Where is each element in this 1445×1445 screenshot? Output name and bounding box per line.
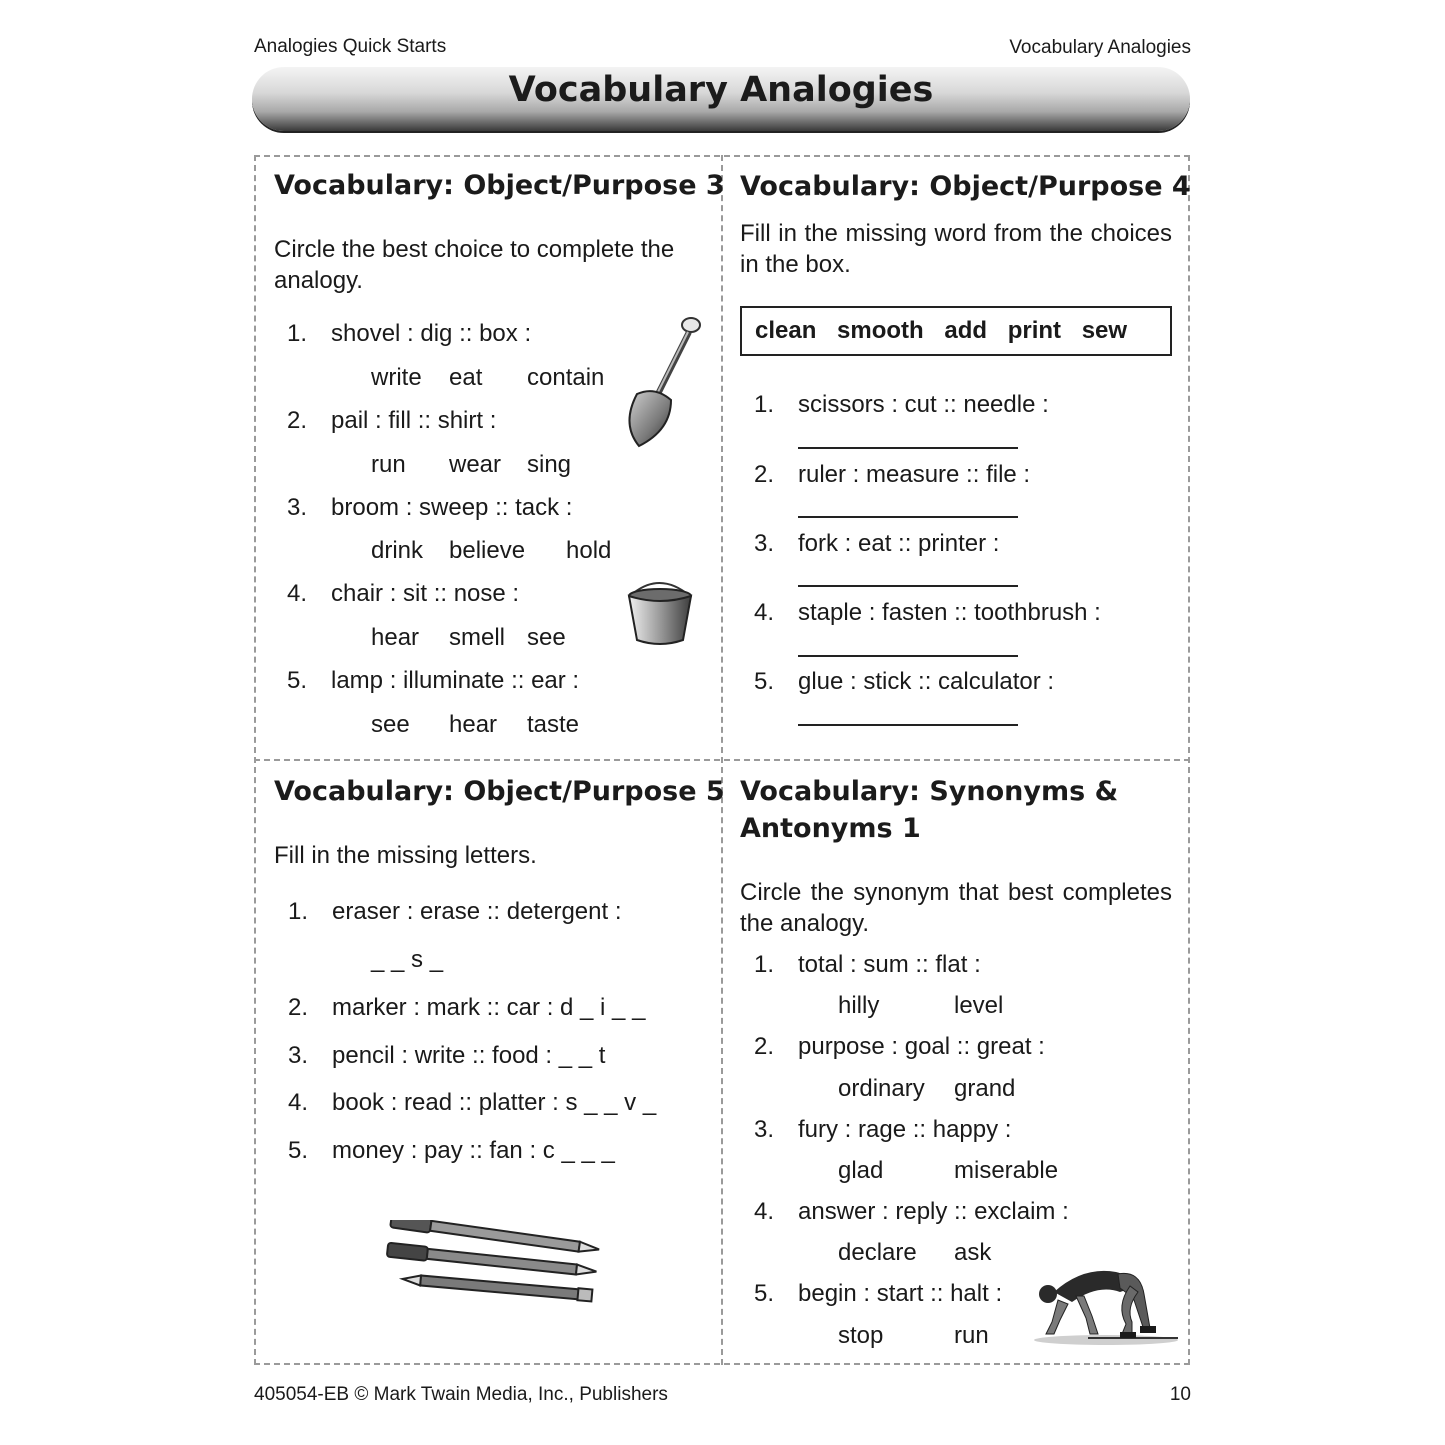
item-prompt: begin : start :: halt : [798,1280,1003,1307]
choice[interactable]: see [527,624,566,651]
choice[interactable]: run [954,1322,989,1349]
item-prompt: fury : rage :: happy : [798,1116,1012,1143]
card-2-item-4 [754,598,1101,628]
card-4-title-line-2: Antonyms 1 [740,813,921,844]
choice[interactable]: hold [566,537,612,564]
item-number: 1. [754,951,775,978]
card-3-item-5 [288,1136,615,1166]
card-2-title: Vocabulary: Object/Purpose 4 [740,171,1191,202]
card-3-item-4 [288,1088,656,1118]
item-prompt: broom : sweep :: tack : [331,494,573,521]
card-4-item-1 [754,950,981,980]
choice[interactable]: believe [449,537,526,564]
choice[interactable]: see [371,711,410,738]
item-number: 5. [287,667,308,694]
item-prompt: purpose : goal :: great : [798,1033,1045,1060]
item-number: 1. [754,391,775,418]
choice[interactable]: sing [527,451,572,478]
choice[interactable]: run [371,451,406,478]
item-number: 3. [754,1116,775,1143]
item-prompt: pail : fill :: shirt : [331,407,497,434]
item-prompt: shovel : dig :: box : [331,320,532,347]
choice[interactable]: ordinary [838,1075,925,1102]
item-prompt: pencil : write :: food : _ _ t [332,1042,606,1069]
card-4-title [740,773,1118,847]
grid-divider-horizontal [254,759,1190,761]
card-1-item-5 [287,666,579,696]
card-1-title: Vocabulary: Object/Purpose 3 [274,170,725,201]
choice[interactable]: wear [449,451,502,478]
item-prompt: ruler : measure :: file : [798,461,1031,488]
choice[interactable]: ask [954,1239,992,1266]
card-2-item-2 [754,460,1030,490]
footer-copyright: 405054-EB © Mark Twain Media, Inc., Publishers [254,1384,668,1405]
item-prompt: total : sum :: flat : [798,951,981,978]
choice[interactable]: contain [527,364,605,391]
choice[interactable]: level [954,992,1004,1019]
choice[interactable]: glad [838,1157,884,1184]
page-number: 10 [1169,1384,1191,1405]
card-2-item-5 [754,667,1054,697]
item-number: 3. [754,530,775,557]
word-bank: clean smooth add print sew [740,306,1172,356]
card-4-item-4 [754,1197,1069,1227]
item-prompt: staple : fasten :: toothbrush : [798,599,1101,626]
shovel-icon [615,312,710,452]
item-number: 2. [754,1033,775,1060]
item-number: 5. [754,668,775,695]
item-prompt: chair : sit :: nose : [331,580,520,607]
choice[interactable]: write [371,364,422,391]
choice[interactable]: hilly [838,992,880,1019]
answer-blank[interactable] [798,655,1018,657]
item-number: 3. [288,1042,309,1069]
item-number: 4. [754,599,775,626]
choice[interactable]: miserable [954,1157,1059,1184]
choice[interactable]: eat [449,364,483,391]
item-prompt: fork : eat :: printer : [798,530,1000,557]
item-number: 5. [754,1280,775,1307]
item-prompt: lamp : illuminate :: ear : [331,667,580,694]
card-4-item-5 [754,1279,1002,1309]
item-prompt: eraser : erase :: detergent : [332,898,622,925]
item-number: 3. [287,494,308,521]
card-3-title: Vocabulary: Object/Purpose 5 [274,776,725,807]
item-number: 2. [287,407,308,434]
item-prompt: glue : stick :: calculator : [798,668,1055,695]
card-2-instructions: Fill in the missing word from the choices in the box. [740,220,1172,278]
card-4-item-2 [754,1032,1045,1062]
item-prompt: marker : mark :: car : d _ i _ _ [332,994,646,1021]
item-prompt: money : pay :: fan : c _ _ _ [332,1137,615,1164]
card-4-title-line-1: Vocabulary: Synonyms & [740,776,1119,807]
card-3-item-1-answer[interactable]: _ _ s _ [371,946,444,973]
header-section-title: Vocabulary Analogies [1009,37,1191,58]
choice[interactable]: grand [954,1075,1016,1102]
card-3-item-1 [288,897,622,927]
item-prompt: book : read :: platter : s _ _ v _ [332,1089,657,1116]
card-3-instructions: Fill in the missing letters. [274,842,537,869]
answer-blank[interactable] [798,516,1018,518]
card-4-instructions: Circle the synonym that best completes the analogy. [740,879,1172,937]
card-1-item-1 [287,319,531,349]
card-3-item-2 [288,993,645,1023]
choice[interactable]: smell [449,624,506,651]
choice[interactable]: hear [449,711,498,738]
choice[interactable]: drink [371,537,424,564]
item-prompt: scissors : cut :: needle : [798,391,1049,418]
card-3-item-3 [288,1041,605,1071]
item-number: 4. [287,580,308,607]
page-title: Vocabulary Analogies [508,70,934,110]
answer-blank[interactable] [798,724,1018,726]
card-1-item-3 [287,493,572,523]
item-number: 2. [288,994,309,1021]
item-number: 2. [754,461,775,488]
item-number: 1. [287,320,308,347]
item-number: 4. [288,1089,309,1116]
answer-blank[interactable] [798,585,1018,587]
choice[interactable]: stop [838,1322,884,1349]
card-2-item-1 [754,390,1049,420]
choice[interactable]: taste [527,711,580,738]
card-4-item-3 [754,1115,1011,1145]
bucket-icon [622,578,697,648]
header-book-title: Analogies Quick Starts [254,36,447,57]
card-1-item-4 [287,579,519,609]
markers-icon [380,1220,610,1320]
item-number: 1. [288,898,309,925]
sprinter-icon [1028,1262,1183,1348]
card-2-item-3 [754,529,999,559]
item-number: 5. [288,1137,309,1164]
card-1-item-2 [287,406,496,436]
answer-blank[interactable] [798,447,1018,449]
item-number: 4. [754,1198,775,1225]
item-prompt: answer : reply :: exclaim : [798,1198,1069,1225]
choice[interactable]: hear [371,624,420,651]
card-1-instructions: Circle the best choice to complete the analogy. [274,236,675,294]
choice[interactable]: declare [838,1239,917,1266]
